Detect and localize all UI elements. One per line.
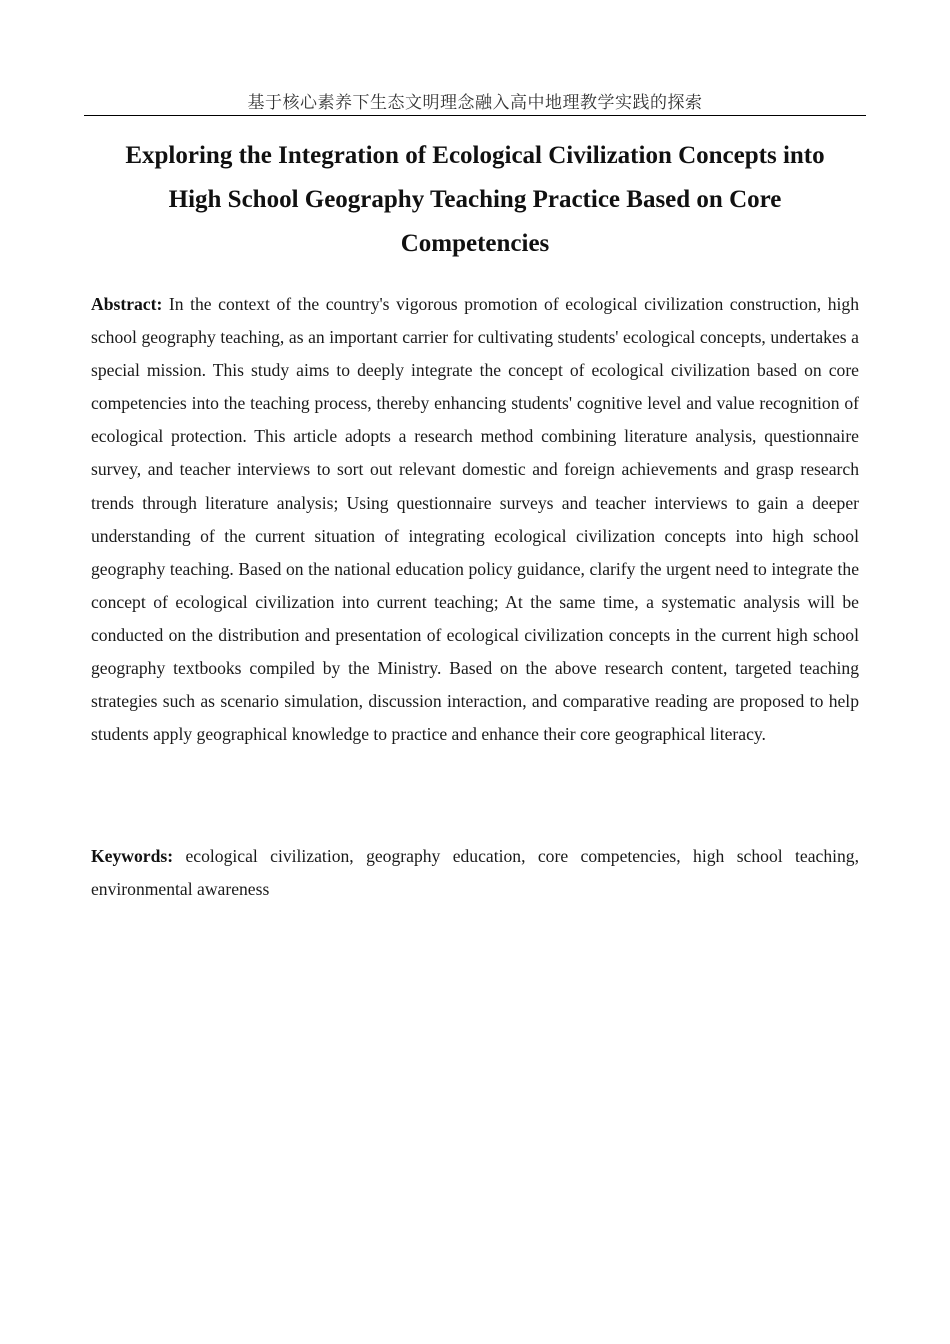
abstract-text: In the context of the country's vigorous promotion of ecological civilization construction, high school geography teaching, as an important carrier for cultivating students' ecological concepts, undertakes a special mission. This study aims to deeply integrate the concept of ecological civilization based on core competencies into the teaching process, thereby enhancing students' cognitive level and value recognition of ecological protection. This article adopts a research method combining literature analysis, questionnaire survey, and teacher interviews to sort out relevant domestic and foreign achievements and grasp research trends through literature analysis; Using questionnaire surveys and teacher interviews to gain a deeper understanding of the current situation of integrating ecological civilization concepts into high school geography teaching. Based on the national education policy guidance, clarify the urgent need to integrate the concept of ecological civilization into current teaching; At the same time, a systematic analysis will be conducted on the distribution and presentation of ecological civilization concepts in the current high school geography textbooks compiled by the Ministry. Based on the above research content, targeted teaching strategies such as scenario simulation, discussion interaction, and comparative reading are proposed to help students apply geographical knowledge to practice and enhance their core geographical literacy. — [91, 294, 860, 745]
keywords-text: ecological civilization, geography education, core competencies, high school teaching, environmental awareness — [91, 846, 859, 900]
header-divider — [84, 115, 866, 116]
running-header: 基于核心素养下生态文明理念融入高中地理教学实践的探索 — [247, 93, 703, 113]
keywords-paragraph — [91, 840, 859, 906]
abstract-label: Abstract: — [91, 294, 163, 314]
abstract-paragraph — [91, 288, 859, 751]
paper-title: Exploring the Integration of Ecological Civilization Concepts into High School Geography Teaching Practice Based on Core Competencies — [125, 142, 825, 257]
keywords-label: Keywords: — [91, 846, 174, 866]
